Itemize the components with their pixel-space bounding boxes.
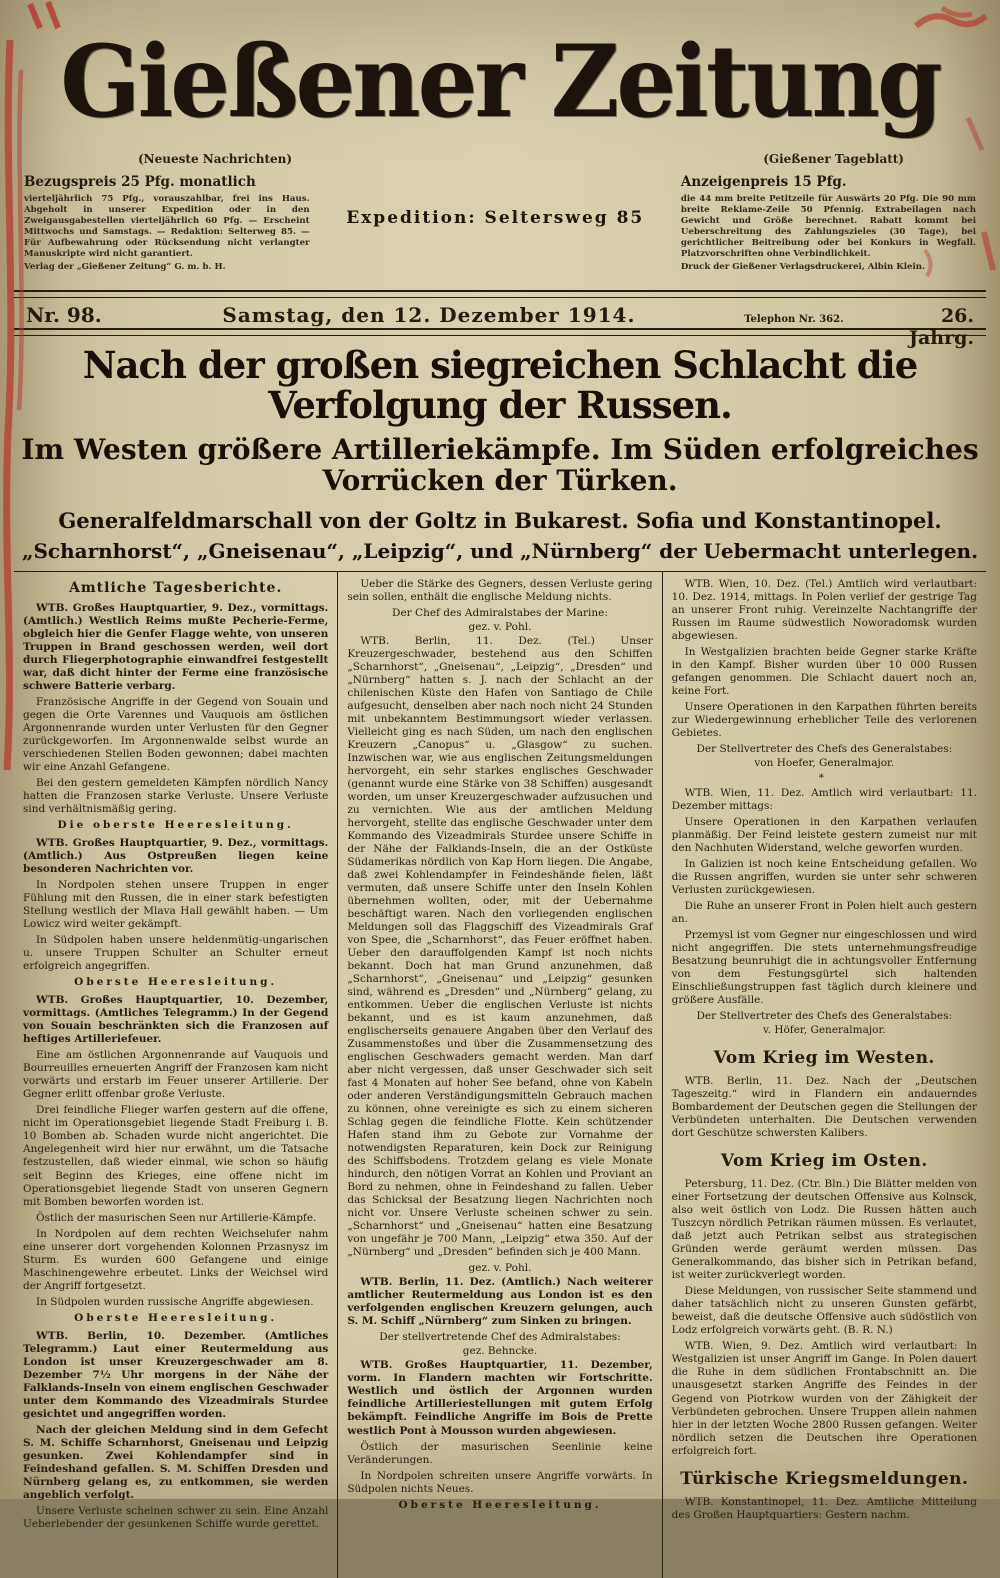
paragraph: In Westgalizien brachten beide Gegner starke Kräfte in den Kampf. Bisher wurden über 10 000 Russen gefangen genommen. Die Schlacht dauert noch an, keine Fort. <box>671 645 977 697</box>
paragraph: WTB. Berlin, 11. Dez. Nach der „Deutschen Tageszeitg.“ wird in Flandern ein andauerndes Bombardement der Deutschen gegen die Stellungen der Verbündeten unterhalten. Die Deutschen verwenden dort Geschütze schwersten Kalibers. <box>671 1075 977 1140</box>
centered-line: von Hoefer, Generalmajor. <box>754 756 895 769</box>
paragraph: WTB. Großes Hauptquartier, 10. Dezember, vormittags. (Amtliches Telegramm.) In der Gegend von Souain beschränkten sich die Franzosen auf heftiges Artilleriefeuer. <box>23 994 329 1046</box>
paragraph: Eine am östlichen Argonnenrande auf Vauquois und Bourreuilles erneuerten Angriff der Franzosen kam nicht vorwärts und erstarb im Feuer unserer Artillerie. Der Gegner erlitt offenbar große Verluste. <box>23 1049 329 1101</box>
headline-block <box>0 336 1000 571</box>
subheading: Oberste Heeresleitung. <box>74 976 278 989</box>
paragraph: Petersburg, 11. Dez. (Ctr. Bln.) Die Blätter melden von einer Fortsetzung der deutschen Offensive aus Kolnsck, also weit östlich von Lodz. Die Russen hätten auch Tuszcyn nördlich Petrikan räumen müssen. Es verlautet, daß jetzt auch Petrikan selbst aus strategischen Gründen werde geräumt werden müssen. Das Generalkommando, das bisher sich in Petrikan befand, ist weiter zurückverlegt worden. <box>671 1178 977 1282</box>
paragraph: Unsere Operationen in den Karpathen führten bereits zur Wiedergewinnung erheblicher Teile des verlorenen Gebietes. <box>671 700 977 739</box>
printer-line: Druck der Gießener Verlagsdruckerei, Albin Klein. <box>680 262 925 273</box>
centered-line: gez. v. Pohl. <box>468 620 532 633</box>
advert-details: die 44 mm breite Petitzeile für Auswärts 20 Pfg. Die 90 mm breite Reklame-Zeile 50 Pfennig. Extrabeilagen nach Gewicht und Größe berechnet. Rabatt kommt bei Ueberschreitung des Zahlungszieles (30 Tage), bei gerichtlicher Beitreibung oder bei Konkurs in Wegfall. Platzvorschriften ohne Verbindlichkeit. <box>680 194 976 260</box>
centered-line: Der stellvertretende Chef des Admiralstabes: <box>379 1331 621 1344</box>
issue-number: Nr. 98. <box>26 303 102 327</box>
subscription-price: Bezugspreis 25 Pfg. monatlich <box>24 174 256 190</box>
paragraph: Diese Meldungen, von russischer Seite stammend und daher tatsächlich nicht zu unseren Gunsten gefärbt, beweist, daß die deutsche Offensive auch südöstlich von Lodz erfolgreich vorwärts geht. (B. R. N.) <box>671 1285 977 1337</box>
third-headline: Generalfeldmarschall von der Goltz in Bukarest. Sofia und Konstantinopel. <box>58 507 942 533</box>
expedition-address: Expedition: Seltersweg 85 <box>346 208 645 228</box>
paragraph: Nach der gleichen Meldung sind in dem Gefecht S. M. Schiffe Scharnhorst, Gneisenau und Leipzig gesunken. Zwei Kohlendampfer sind in Feindeshand gefallen. S. M. Schiffen Dresden und Nürnberg gelang es, zu entkommen, sie werden angeblich verfolgt. <box>23 1423 329 1501</box>
main-headline: Nach der großen siegreichen Schlacht die Verfolgung der Russen. <box>82 343 918 427</box>
paragraph: Bei den gestern gemeldeten Kämpfen nördlich Nancy hatten die Franzosen starke Verluste. Unsere Verluste sind verhältnismäßig gering. <box>23 777 329 816</box>
imprint-row <box>0 168 1000 290</box>
paragraph: WTB. Berlin, 11. Dez. (Amtlich.) Nach weiterer amtlicher Reutermeldung aus London ist es den verfolgenden englischen Kreuzern gelungen, auch S. M. Schiff „Nürnberg“ zum Sinken zu bringen. <box>347 1276 653 1328</box>
newspaper-title: Gießener Zeitung <box>60 23 940 141</box>
paragraph: WTB. Konstantinopel, 11. Dez. Amtliche Mitteilung des Großen Hauptquartiers: Gestern nachm. <box>671 1495 977 1521</box>
paragraph: In Südpolen haben unsere heldenmütig-ungarischen u. unsere Truppen Schulter an Schulter erneut erfolgreich angegriffen. <box>23 934 329 973</box>
subheading: Oberste Heeresleitung. <box>398 1498 602 1511</box>
paragraph: In Südpolen wurden russische Angriffe abgewiesen. <box>36 1295 314 1308</box>
subscription-details: vierteljährlich 75 Pfg., vorauszahlbar, frei ins Haus. Abgeholt in unserer Expedition oder in den Zweigausgabestellen vierteljährlich 60 Pfg. — Erscheint Mittwochs und Samstags. — Redaktion: Selterweg 85. — Für Aufbewahrung oder Rücksendung nicht verlangter Manuskripte wird nicht garantiert. <box>24 194 310 260</box>
paragraph: WTB. Großes Hauptquartier, 9. Dez., vormittags. (Amtlich.) Westlich Reims mußte Pecherie-Ferme, obgleich hier die Genfer Flagge wehte, von unseren Truppen in Brand geschossen werden, weil dort durch Fliegerphotographie einwandfrei festgestellt war, daß dicht hinter der Ferme eine französische schwere Batterie verbarg. <box>23 601 329 692</box>
paragraph: WTB. Wien, 10. Dez. (Tel.) Amtlich wird verlautbart: 10. Dez. 1914, mittags. In Polen verlief der gestrige Tag an unserer Front ruhig. Vereinzelte Nachtangriffe der Russen im Raume südwestlich Noworadomsk wurden abgewiesen. <box>671 577 977 642</box>
centered-line: gez. Behncke. <box>462 1345 538 1358</box>
centered-line: gez. v. Pohl. <box>468 1262 532 1275</box>
paragraph: WTB. Großes Hauptquartier, 9. Dez., vormittags. (Amtlich.) Aus Ostpreußen liegen keine besonderen Nachrichten vor. <box>23 837 329 876</box>
paragraph: Drei feindliche Flieger warfen gestern auf die offene, nicht im Operationsgebiet liegende Stadt Freiburg i. B. 10 Bomben ab. Schaden wurde nicht angerichtet. Die Angelegenheit wird hier nur erwähnt, um die Tatsache festzustellen, daß wieder einmal, wie schon so häufig seit Beginn des Krieges, eine offene nicht im Operationsgebiet liegende Stadt von unseren Gegnern mit Bomben beworfen worden ist. <box>23 1104 329 1208</box>
rule-dateline-bottom <box>14 328 986 336</box>
masthead-subtitle-right: (Gießener Tageblatt) <box>763 152 904 166</box>
advert-price: Anzeigenpreis 15 Pfg. <box>680 174 847 190</box>
telephone-number: Telephon Nr. 362. <box>744 314 844 325</box>
paragraph: Ueber die Stärke des Gegners, dessen Verluste gering sein sollen, enthält die englische Meldung nichts. <box>347 577 653 603</box>
publisher-line: Verlag der „Gießener Zeitung“ G. m. b. H. <box>24 262 226 273</box>
column-3 <box>662 572 986 1578</box>
paragraph: In Nordpolen schreiten unsere Angriffe vorwärts. In Südpolen nichts Neues. <box>347 1469 653 1495</box>
paragraph: WTB. Wien, 9. Dez. Amtlich wird verlautbart: In Westgalizien ist unser Angriff im Gange. In Polen dauert die Ruhe in dem südlichen Frontabschnitt an. Die unausgesetzt starken Angriffe des Feindes in der Gegend von Piotrkow wurden von der Zähigkeit der Verbündeten gebrochen. Unsere Truppen allein nahmen hier in der letzten Woche 2800 Russen gefangen. Weiter nördlich setzen die Deutschen ihre Operationen erfolgreich fort. <box>671 1340 977 1457</box>
subscription-info-block <box>24 174 310 286</box>
centered-line: Der Chef des Admiralstabes der Marine: <box>392 606 608 619</box>
paragraph: Französische Angriffe in der Gegend von Souain und gegen die Orte Varennes und Vauquois am östlichen Argonnenrande wurden unter Verlusten für den Gegner zurückgeworfen. Im Argonnenwalde selbst wurde an verschiedenen Stellen Boden gewonnen; dabei machten wir eine Anzahl Gefangene. <box>23 695 329 774</box>
column-2 <box>337 572 661 1578</box>
volume-number: 26. Jahrg. <box>908 305 974 349</box>
second-headline: Im Westen größere Artilleriekämpfe. Im Süden erfolgreiches Vorrücken der Türken. <box>21 432 979 497</box>
paragraph: Östlich der masurischen Seen nur Artillerie-Kämpfe. <box>36 1211 317 1224</box>
paragraph: Unsere Operationen in den Karpathen verlaufen planmäßig. Der Feind leistete gestern zumeist nur mit den Nachhuten Widerstand, welche geworfen wurden. <box>671 815 977 854</box>
paragraph: WTB. Berlin, 11. Dez. (Tel.) Unser Kreuzergeschwader, bestehend aus den Schiffen „Scharnhorst“, „Gneisenau“, „Leipzig“, „Dresden“ und „Nürnberg“ hatten s. J. nach der Schlacht an der chilenischen Küste den Hafen von Santiago de Chile aufgesucht, denselben aber nach noch nicht 24 Stunden mit unbekanntem Bestimmungsort wieder verlassen. Vielleicht ging es nach Süden, um nach den englischen Kreuzern „Canopus“ u. „Glasgow“ zu suchen. Inzwischen war, wie aus englischen Zeitungsmeldungen hervorgeht, ein sehr starkes englisches Geschwader (genannt wurde eine Stärke von 38 Schiffen) ausgesandt worden, um unser Kreuzergeschwader aufzusuchen und zu vernichten. Wie aus der amtlichen Meldung hervorgeht, stellte das englische Geschwader unter dem Kommando des Vizeadmirals Sturdee unsere Schiffe in der Nähe der Falklands-Inseln, die an der Ostküste Südamerikas nördlich von Kap Horn liegen. Die Angabe, daß zwei Kohlendampfer in Feindeshände fielen, läßt vermuten, daß unsere Schiffe unter den Inseln Kohlen übernehmen wollten, oder, mit der Uebernahme beschäftigt waren. Nach den vorliegenden englischen Meldungen soll das Flaggschiff des Vizeadmirals Graf von Spee, die „Scharnhorst“, das Feuer eröffnet haben. Ueber den darauffolgenden Kampf ist noch nichts bekannt. Doch hat man Grund anzunehmen, daß „Scharnhorst“, „Gneisenau“ und „Leipzig“ gesunken sind, während es „Dresden“ und „Nürnberg“ gelang, zu entkommen. Ueber die englischen Verluste ist nichts bekannt, und es ist kaum anzunehmen, daß englischerseits genauere Angaben über den Verlauf des Zusammenstoßes und über die Zusammensetzung des englischen Geschwaders gemacht werden. Man darf aber nicht vergessen, daß unser Geschwader sich seit fast 4 Monaten auf hoher See befand, ohne von Kabeln oder anderen Verständigungsmitteln Gebrauch machen zu können, ohne vereinigte es sich zu einem sicheren Schlag gegen die feindliche Flotte. Kein schützender Hafen stand ihm zu Gebote zur Vornahme der notwendigsten Reparaturen, kein Dock zur Reinigung des Schiffsbodens. Trotzdem gelang es viele Monate hindurch, den nötigen Vorrat an Kohlen und Proviant an Bord zu nehmen, ohne in Feindeshand zu fallen. Ueber das Schicksal der Besatzung liegen Nachrichten noch nicht vor. Unsere Verluste scheinen schwer zu sein. „Scharnhorst“ und „Gneisenau“ hatten eine Besatzung von ungefähr je 700 Mann, „Leipzig“ etwa 350. Auf der „Nürnberg“ und „Dresden“ befinden sich je 400 Mann. <box>347 634 653 1259</box>
paragraph: Przemysl ist vom Gegner nur eingeschlossen und wird nicht angegriffen. Die stets unternehmungsfreudige Besatzung beunruhigt die in achtungsvoller Entfernung von dem Festungsgürtel sich haltenden Einschließungstruppen fast täglich durch kleinere und größere Ausfälle. <box>671 928 977 1006</box>
article-columns <box>14 572 986 1578</box>
centered-line: Der Stellvertreter des Chefs des Generalstabes: <box>696 742 953 755</box>
rule-top <box>14 290 986 298</box>
advert-info-block <box>681 174 976 286</box>
centered-line: v. Höfer, Generalmajor. <box>762 1024 886 1036</box>
paragraph: Unsere Verluste scheinen schwer zu sein. Eine Anzahl Ueberlebender der gesunkenen Schiffe wurde gerettet. <box>23 1504 329 1530</box>
masthead-subtitle-left: (Neueste Nachrichten) <box>138 152 293 166</box>
column-1 <box>14 572 337 1578</box>
paragraph: In Nordpolen auf dem rechten Weichselufer nahm eine unserer dort vorgehenden Kolonnen Przasnysz im Sturm. Es wurden 600 Gefangene und einige Maschinengewehre erbeutet. Links der Weichsel wird der Angriff fortgesetzt. <box>23 1227 329 1292</box>
centered-line: Der Stellvertreter des Chefs des Generalstabes: <box>696 1009 953 1022</box>
section-heading: Vom Krieg im Westen. <box>713 1048 935 1069</box>
section-heading: Türkische Kriegsmeldungen. <box>680 1468 969 1489</box>
paragraph: Die Ruhe an unserer Front in Polen hielt auch gestern an. <box>671 899 977 925</box>
paragraph: WTB. Wien, 11. Dez. Amtlich wird verlautbart: 11. Dezember mittags: <box>671 786 977 812</box>
article-heading: Amtliche Tagesberichte. <box>68 579 283 596</box>
dateline <box>0 298 1000 349</box>
section-heading: Vom Krieg im Osten. <box>720 1151 928 1172</box>
paragraph: WTB. Großes Hauptquartier, 11. Dezember, vorm. In Flandern machten wir Fortschritte. Westlich und östlich der Argonnen wurden feindliche Artilleriestellungen mit gutem Erfolg bekämpft. Feindliche Angriffe im Bois de Prette westlich Pont à Mousson wurden abgewiesen. <box>347 1359 653 1437</box>
separator: * <box>818 771 830 784</box>
issue-date: Samstag, den 12. Dezember 1914. <box>222 303 636 327</box>
masthead <box>0 0 1000 168</box>
subheading: Die oberste Heeresleitung. <box>57 819 294 832</box>
paragraph: In Galizien ist noch keine Entscheidung gefallen. Wo die Russen angriffen, wurden sie unter sehr schweren Verlusten zurückgewiesen. <box>671 857 977 896</box>
fourth-headline: „Scharnhorst“, „Gneisenau“, „Leipzig“, und „Nürnberg“ der Uebermacht unterlegen. <box>21 538 979 563</box>
paragraph: In Nordpolen stehen unsere Truppen in enger Fühlung mit den Russen, die in einer stark befestigten Stellung westlich der Mlava Hall gewählt haben. — Um Lowicz wird weiter gekämpft. <box>23 879 329 931</box>
paragraph: WTB. Berlin, 10. Dezember. (Amtliches Telegramm.) Laut einer Reutermeldung aus London ist unser Kreuzergeschwader am 8. Dezember 7½ Uhr morgens in der Nähe der Falklands-Inseln von einem englischen Geschwader unter dem Kommando des Vizeadmirals Sturdee gesichtet und angegriffen worden. <box>23 1329 329 1420</box>
subheading: Oberste Heeresleitung. <box>74 1311 278 1324</box>
paragraph: Östlich der masurischen Seenlinie keine Veränderungen. <box>347 1440 653 1466</box>
